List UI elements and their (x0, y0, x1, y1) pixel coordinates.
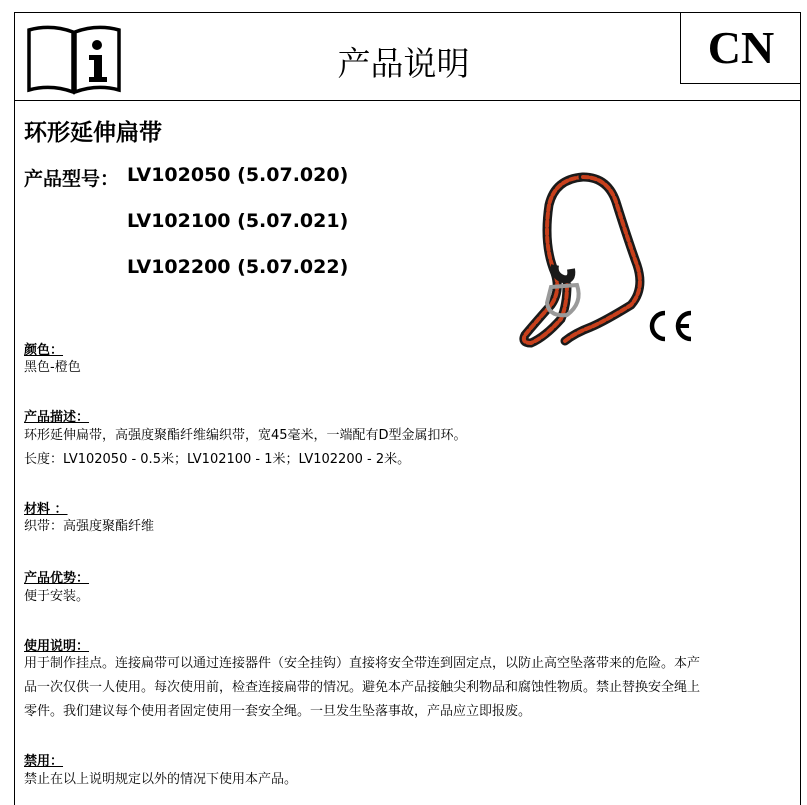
description-text: 环形延伸扁带，高强度聚酯纤维编织带，宽45毫米，一端配有D型金属扣环。 长度：LV102050 - 0.5米；LV102100 - 1米；LV102200 - 2米。 (24, 428, 467, 467)
advantages-text: 便于安装。 (24, 589, 90, 604)
prohibited-text: 禁止在以上说明规定以外的情况下使用本产品。 (24, 772, 298, 787)
material-heading: 材料 ： (24, 502, 68, 517)
prohibited-heading: 禁用： (24, 754, 64, 769)
usage-heading: 使用说明： (24, 639, 90, 654)
material-text: 织带：高强度聚酯纤维 (24, 519, 155, 534)
color-text: 黑色-橙色 (24, 360, 81, 375)
header-divider (14, 100, 801, 101)
product-name: 环形延伸扁带 (24, 120, 162, 146)
document-title: 产品说明 (337, 44, 470, 83)
usage-text: 用于制作挂点。连接扁带可以通过连接器件（安全挂钩）直接将安全带连到固定点，以防止高空坠落带来的危险。本产 品一次仅供一人使用。每次使用前，检查连接扁带的情况。避免本产品接触尖利物品和腐蚀性物质。禁止替换安全绳上 零件。我们建议每个使用者固定使用一套安全绳。一旦发生坠落事故，产品应立即报废。 (24, 656, 701, 719)
description-heading: 产品描述： (24, 410, 90, 425)
model-label: 产品型号： (24, 168, 120, 190)
color-heading: 颜色： (24, 343, 64, 358)
model-number: LV102100 (5.07.021) (127, 210, 349, 232)
loop-sling-with-d-ring-image (505, 165, 665, 355)
advantages-heading: 产品优势： (24, 571, 90, 586)
language-code-box: CN (680, 12, 801, 84)
ce-certification-mark (643, 308, 695, 344)
model-number: LV102050 (5.07.020) (127, 164, 349, 186)
model-number: LV102200 (5.07.022) (127, 256, 349, 278)
